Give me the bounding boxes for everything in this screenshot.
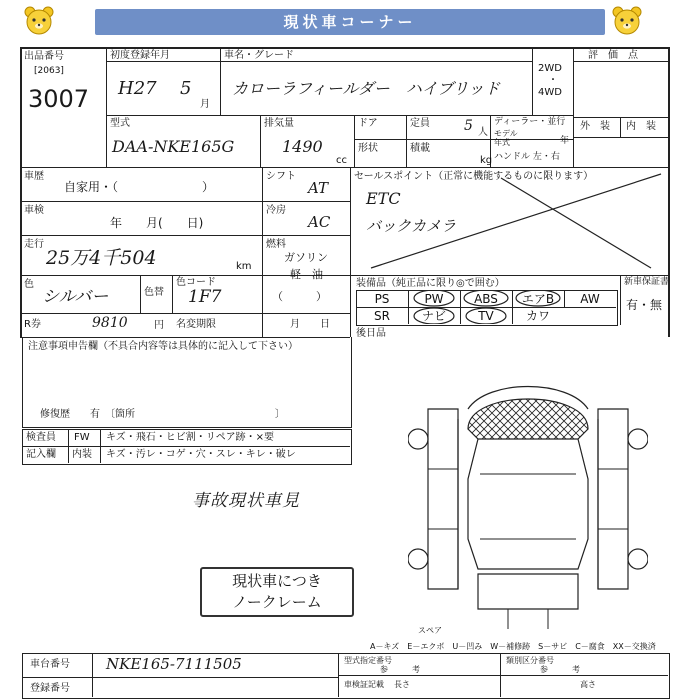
equip-pw: PW — [424, 292, 444, 306]
fw-items: キズ・飛石・ヒビ割・リペア跡・×要 — [106, 432, 274, 443]
stamp-line2: ノークレーム — [232, 593, 322, 611]
fuel-label: 燃料 — [266, 239, 286, 250]
equip-airbag: エアB — [521, 292, 555, 306]
fuel-other: （ ） — [272, 290, 327, 303]
class-ref: 参 考 — [540, 665, 580, 674]
equipment-label: 装備品（純正品に限り◎で囲む） — [356, 278, 505, 289]
equipment-circles — [356, 290, 616, 324]
warranty-label: 新車保証書 — [624, 277, 670, 287]
inspection-value: 年 月( 日) — [110, 216, 204, 230]
year-unit: 年 — [560, 136, 570, 146]
banner-title: 現状車コーナー — [283, 13, 417, 31]
equip-leather: カワ — [525, 309, 550, 323]
no-claim-stamp — [200, 567, 354, 617]
warranty-value: 有・無 — [626, 298, 663, 312]
mileage-unit: km — [236, 261, 252, 272]
banner — [0, 0, 700, 44]
equip-sr: SR — [374, 309, 390, 323]
notes-label: 注意事項申告欄（不具合内容等は具体的に記入して下さい） — [28, 341, 298, 352]
length-label: 長さ — [394, 680, 410, 689]
fuel-gas: ガソリン — [284, 251, 328, 264]
rating-interior: 内 装 — [626, 121, 656, 132]
ac-value: AC — [308, 213, 331, 231]
bear-mascot-icon — [22, 4, 56, 38]
first-reg-year: H27 — [118, 78, 157, 99]
displacement-unit: cc — [336, 155, 347, 166]
type-ref: 参 考 — [380, 665, 420, 674]
drive-2wd: 2WD — [538, 63, 562, 74]
color-code-label: 色コード — [176, 277, 216, 288]
drive-dot: ・ — [548, 75, 558, 86]
load-label: 積載 — [410, 143, 430, 154]
rating-label: 評 価 点 — [588, 50, 638, 61]
sales-point-camera: バックカメラ — [366, 217, 457, 235]
rating-exterior: 外 装 — [580, 121, 610, 132]
mileage-label: 走行 — [24, 239, 44, 250]
color-code-value: 1F7 — [188, 287, 222, 307]
color-tone-label: 色替 — [144, 287, 164, 298]
fw-label: FW — [74, 432, 90, 443]
first-reg-month: 5 — [180, 78, 192, 99]
first-reg-label: 初度登録年月 — [110, 50, 170, 61]
displacement-label: 排気量 — [264, 118, 294, 129]
equip-navi: ナビ — [421, 309, 446, 323]
damage-legend: A－キズ E－エクボ U－凹み W－補修跡 S－サビ C－腐食 XX－交換済 — [370, 642, 656, 651]
color-value: シルバー — [42, 287, 109, 307]
recycle-unit: 円 — [154, 320, 164, 331]
ac-label: 冷房 — [266, 205, 286, 216]
chassis-label: 車台番号 — [30, 659, 70, 670]
capacity-unit: 人 — [478, 127, 488, 138]
model-year-label: モデル 年式 — [494, 129, 518, 147]
history-label: 車歴 — [24, 171, 44, 182]
name-change-value: 月 日 — [290, 319, 330, 330]
name-change-label: 名変期限 — [176, 319, 216, 330]
doors-label: ドア — [358, 118, 378, 129]
capacity-value: 5 — [464, 118, 473, 134]
displacement-value: 1490 — [282, 137, 323, 156]
inspection-label: 車検 — [24, 205, 44, 216]
mileage-value: 25万4千504 — [46, 247, 157, 269]
type-designation-label: 型式指定番号 — [344, 656, 392, 665]
equip-abs: ABS — [474, 292, 498, 306]
int-items: キズ・汚レ・コゲ・穴・スレ・キレ・破レ — [106, 449, 296, 460]
class-number-label: 類別区分番号 — [506, 656, 554, 665]
sales-point-etc: ETC — [366, 189, 401, 208]
fuel-diesel: 軽 油 — [290, 268, 323, 281]
lot-code: [2063] — [34, 66, 64, 76]
dealer-label: ディーラー・並行 — [494, 117, 566, 127]
capacity-label: 定員 — [410, 118, 430, 129]
aftermarket-label: 後日品 — [356, 328, 386, 339]
lot-number: 3007 — [28, 85, 90, 113]
int-label: 内装 — [72, 449, 92, 460]
recycle-value: 9810 — [92, 315, 128, 331]
entry-label: 記入欄 — [26, 449, 56, 460]
chassis-value: NKE165-7111505 — [106, 655, 242, 673]
equip-aw: AW — [580, 292, 600, 306]
equip-tv: TV — [478, 309, 494, 323]
load-unit: kg — [480, 155, 493, 166]
drive-4wd: 4WD — [538, 87, 562, 98]
equip-ps: PS — [374, 292, 390, 306]
car-diagram — [408, 369, 648, 629]
car-name-label: 車名・グレード — [224, 50, 294, 61]
shift-value: AT — [308, 179, 329, 197]
stamp-line1: 現状車につき — [232, 572, 322, 590]
auction-sheet — [20, 47, 670, 697]
sales-points-crossout — [351, 168, 668, 276]
car-name-value: カローラフィールダー ハイブリッド — [232, 79, 501, 98]
sales-points-label: セールスポイント（正常に機能するものに限ります） — [354, 171, 594, 182]
repair-history: 修復歴 有 〔箇所 〕 — [40, 409, 285, 420]
registration-label: 登録番号 — [30, 683, 70, 694]
height-label: 高さ — [580, 680, 596, 689]
model-type-value: DAA-NKE165G — [112, 137, 235, 156]
doors-shape-label: 形状 — [358, 143, 378, 154]
model-type-label: 型式 — [110, 118, 130, 129]
inspector-comment: 事故現状車見 — [192, 491, 300, 511]
inspector-label: 検査員 — [26, 432, 56, 443]
first-reg-month-unit: 月 — [200, 99, 210, 110]
lot-label: 出品番号 — [24, 51, 64, 62]
handle-label: ハンドル 左・右 — [494, 152, 560, 162]
color-label: 色 — [24, 279, 34, 290]
recycle-label: R券 — [24, 319, 41, 330]
shift-label: シフト — [266, 171, 296, 182]
history-value: 自家用・（ ） — [64, 180, 215, 194]
spare-label: スペア — [418, 626, 442, 635]
bear-mascot-icon — [610, 4, 644, 38]
cert-note-label: 車検証記載 — [344, 680, 384, 689]
